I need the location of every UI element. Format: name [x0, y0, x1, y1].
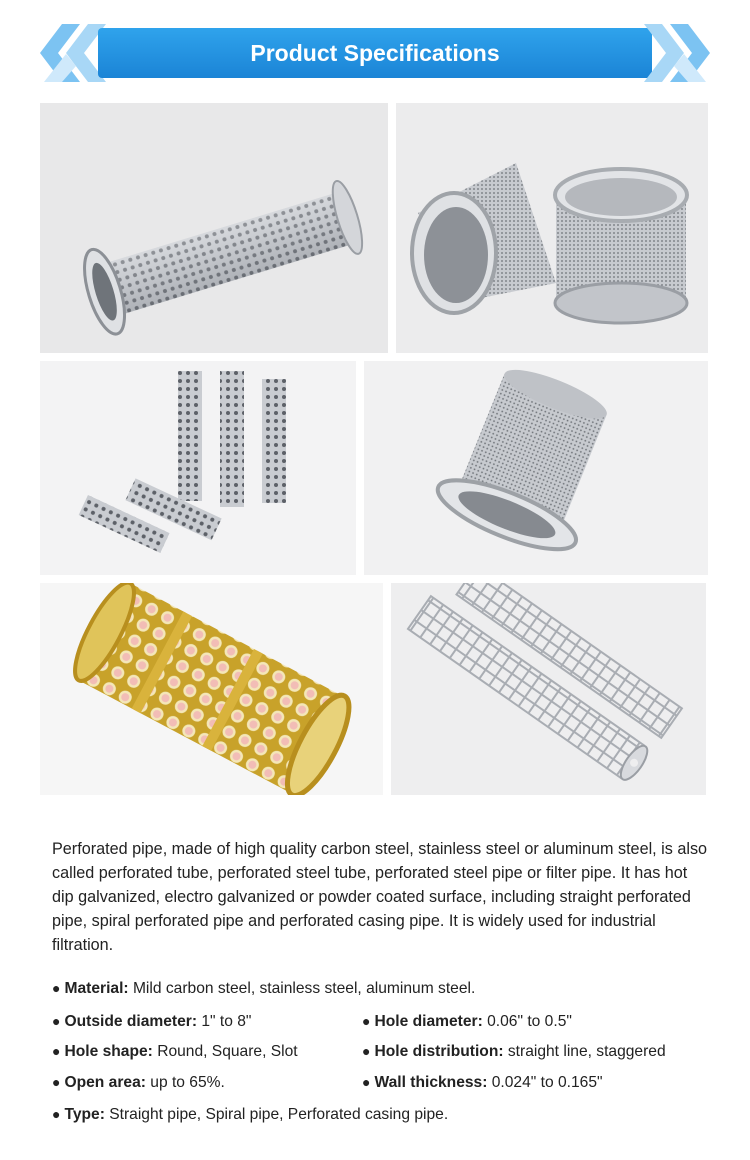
spec-wall-thickness-value: 0.024" to 0.165" — [487, 1074, 603, 1091]
galvanized-spiral-perforated-pipe-icon — [40, 583, 383, 795]
spec-hole-shape — [52, 1040, 298, 1063]
chevron-decoration-right-icon — [610, 24, 710, 82]
spec-hole-diameter — [362, 1010, 572, 1033]
bullet-icon: ● — [52, 1074, 61, 1090]
spec-outside-diameter — [52, 1010, 251, 1033]
spec-open-area-value: up to 65%. — [145, 1074, 225, 1091]
spec-hole-diameter-label: Hole diameter: — [374, 1013, 483, 1030]
spec-hole-shape-label: Hole shape: — [64, 1043, 153, 1060]
spec-wall-thickness — [362, 1071, 603, 1094]
spec-outside-diameter-value: 1" to 8" — [197, 1013, 252, 1030]
photo-gold-pipe — [40, 583, 383, 795]
photo-flanged-filter — [364, 361, 708, 575]
spec-hole-distribution-value: straight line, staggered — [503, 1043, 666, 1060]
perforated-tubes-group-icon — [40, 361, 356, 575]
spec-type-value: Straight pipe, Spiral pipe, Perforated casing pipe. — [104, 1106, 449, 1123]
flanged-perforated-filter-icon — [364, 361, 708, 575]
spec-open-area — [52, 1071, 225, 1094]
spec-hole-diameter-value: 0.06" to 0.5" — [482, 1013, 572, 1030]
bullet-icon: ● — [52, 1043, 61, 1059]
spec-hole-distribution — [362, 1040, 666, 1063]
photo-wire-mesh-tubes — [391, 583, 706, 795]
product-description: Perforated pipe, made of high quality carbon steel, stainless steel or aluminum steel, is also called perforated tube, perforated steel tube, perforated steel pipe or filter pipe. It has hot dip galvanized, electro galvanized or powder coated surface, including straight perforated pipe, spiral perforated pipe and perforated casing pipe. It is widely used for industrial filtration. — [52, 840, 708, 954]
photo-short-cylinders — [396, 103, 708, 353]
spec-outside-diameter-label: Outside diameter: — [64, 1013, 198, 1030]
spec-type-label: Type: — [64, 1106, 105, 1123]
spec-open-area-label: Open area: — [64, 1074, 146, 1091]
spec-hole-shape-value: Round, Square, Slot — [152, 1043, 298, 1060]
spec-type — [52, 1103, 448, 1126]
banner-title: Product Specifications — [98, 28, 652, 78]
photo-long-filter-tube — [40, 103, 388, 353]
spec-material-value: Mild carbon steel, stainless steel, aluminum steel. — [128, 980, 476, 997]
wire-mesh-tubes-icon — [391, 583, 706, 795]
spec-wall-thickness-label: Wall thickness: — [374, 1074, 488, 1091]
bullet-icon: ● — [362, 1074, 371, 1090]
bullet-icon: ● — [52, 980, 61, 996]
spec-material — [52, 977, 475, 1000]
long-perforated-filter-tube-icon — [40, 103, 388, 353]
spec-hole-distribution-label: Hole distribution: — [374, 1043, 504, 1060]
bullet-icon: ● — [52, 1106, 61, 1122]
section-banner — [0, 0, 750, 100]
bullet-icon: ● — [52, 1013, 61, 1029]
spec-material-label: Material: — [64, 980, 129, 997]
bullet-icon: ● — [362, 1043, 371, 1059]
photo-tube-group — [40, 361, 356, 575]
short-perforated-cylinders-icon — [396, 103, 708, 353]
bullet-icon: ● — [362, 1013, 371, 1029]
